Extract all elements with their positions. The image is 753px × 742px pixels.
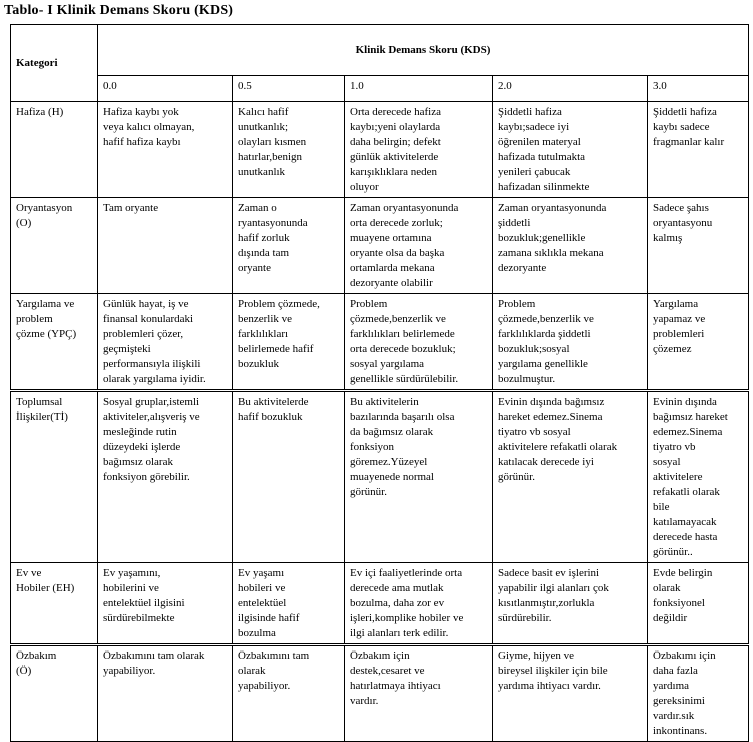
table-cell: Bu aktivitelerde hafif bozukluk — [233, 391, 345, 563]
table-cell: Problem çözmede,benzerlik ve farklılıklarda şiddetli bozukluk;sosyal yargılama genellikle bozulmuştur. — [493, 294, 648, 391]
table-cell: Özbakımı için daha fazla yardıma gereksinimi vardır.sık inkontinans. — [648, 645, 749, 742]
category-cell: Hafiza (H) — [11, 102, 98, 198]
table-cell: Ev yaşamı hobileri ve entelektüel ilgisinde hafif bozulma — [233, 563, 345, 645]
header-category: Kategori — [11, 25, 98, 102]
header-row-main — [11, 25, 749, 76]
header-scale: Klinik Demans Skoru (KDS) — [98, 25, 749, 76]
table-cell: Orta derecede hafiza kaybı;yeni olaylarda daha belirgin; defekt günlük aktivitelerde karışıklıklara neden oluyor — [345, 102, 493, 198]
table-cell: Özbakımını tam olarak yapabiliyor. — [98, 645, 233, 742]
score-header: 3.0 — [648, 76, 749, 102]
kds-table — [10, 24, 749, 742]
category-cell: Yargılama ve problem çözme (YPÇ) — [11, 294, 98, 391]
table-row-ozbakim — [11, 645, 749, 742]
category-cell: Özbakım (Ö) — [11, 645, 98, 742]
table-cell: Hafiza kaybı yok veya kalıcı olmayan, hafif hafiza kaybı — [98, 102, 233, 198]
table-cell: Giyme, hijyen ve bireysel ilişkiler için bile yardıma ihtiyacı vardır. — [493, 645, 648, 742]
table-cell: Şiddetli hafiza kaybı sadece fragmanlar kalır — [648, 102, 749, 198]
table-cell: Özbakımını tam olarak yapabiliyor. — [233, 645, 345, 742]
table-cell: Sadece basit ev işlerini yapabilir ilgi alanları çok kısıtlanmıştır,zorlukla sürdürebilir. — [493, 563, 648, 645]
score-header: 1.0 — [345, 76, 493, 102]
table-cell: Evinin dışında bağımsız hareket edemez.Sinema tiyatro vb sosyal aktivitelere refakatli olarak katılacak derecede iyi görünür. — [493, 391, 648, 563]
table-cell: Problem çözmede,benzerlik ve farklılıkları belirlemede orta derecede bozukluk; sosyal yargılama genellikle sürdürülebilir. — [345, 294, 493, 391]
table-cell: Tam oryante — [98, 198, 233, 294]
score-header: 0.5 — [233, 76, 345, 102]
table-row-ev-hobiler — [11, 563, 749, 645]
table-cell: Günlük hayat, iş ve finansal konulardaki problemleri çözer, geçmişteki performansıyla ilişkili olarak yargılama iyidir. — [98, 294, 233, 391]
table-cell: Zaman oryantasyonunda şiddetli bozukluk;genellikle zamana sıklıkla mekana dezoryante — [493, 198, 648, 294]
table-cell: Problem çözmede, benzerlik ve farklılıkları belirlemede hafif bozukluk — [233, 294, 345, 391]
table-cell: Ev içi faaliyetlerinde orta derecede ama mutlak bozulma, daha zor ev işleri,komplike hobiler ve ilgi alanları terk edilir. — [345, 563, 493, 645]
header-row-scores — [11, 76, 749, 102]
table-cell: Ev yaşamını, hobilerini ve entelektüel ilgisini sürdürebilmekte — [98, 563, 233, 645]
category-cell: Ev ve Hobiler (EH) — [11, 563, 98, 645]
table-row-yargilama — [11, 294, 749, 391]
category-cell: Toplumsal İlişkiler(Tİ) — [11, 391, 98, 563]
table-title: Tablo- I Klinik Demans Skoru (KDS) — [4, 3, 234, 18]
table-row-oryantasyon — [11, 198, 749, 294]
table-cell: Zaman oryantasyonunda orta derecede zorluk; muayene ortamına oryante olsa da başka ortamlarda mekana dezoryante olabilir — [345, 198, 493, 294]
category-cell: Oryantasyon (O) — [11, 198, 98, 294]
score-header: 2.0 — [493, 76, 648, 102]
table-row-toplumsal — [11, 391, 749, 563]
table-cell: Evde belirgin olarak fonksiyonel değildir — [648, 563, 749, 645]
table-cell: Zaman o ryantasyonunda hafif zorluk dışında tam oryante — [233, 198, 345, 294]
table-cell: Özbakım için destek,cesaret ve hatırlatmaya ihtiyacı vardır. — [345, 645, 493, 742]
table-row-hafiza — [11, 102, 749, 198]
table-cell: Kalıcı hafif unutkanlık; olayları kısmen hatırlar,benign unutkanlık — [233, 102, 345, 198]
table-cell: Evinin dışında bağımsız hareket edemez.Sinema tiyatro vb sosyal aktivitelere refakatli olarak bile katılamayacak derecede hasta görünür.. — [648, 391, 749, 563]
table-cell: Bu aktivitelerin bazılarında başarılı olsa da bağımsız olarak fonksiyon göremez.Yüzeyel muayenede normal görünür. — [345, 391, 493, 563]
score-header: 0.0 — [98, 76, 233, 102]
table-cell: Sosyal gruplar,istemli aktiviteler,alışveriş ve mesleğinde rutin düzeydeki işlerde bağımsız olarak fonksiyon görebilir. — [98, 391, 233, 563]
table-cell: Yargılama yapamaz ve problemleri çözemez — [648, 294, 749, 391]
table-cell: Şiddetli hafiza kaybı;sadece iyi öğrenilen materyal hafizada tutulmakta yenileri çabucak hafizadan silinmekte — [493, 102, 648, 198]
table-cell: Sadece şahıs oryantasyonu kalmış — [648, 198, 749, 294]
